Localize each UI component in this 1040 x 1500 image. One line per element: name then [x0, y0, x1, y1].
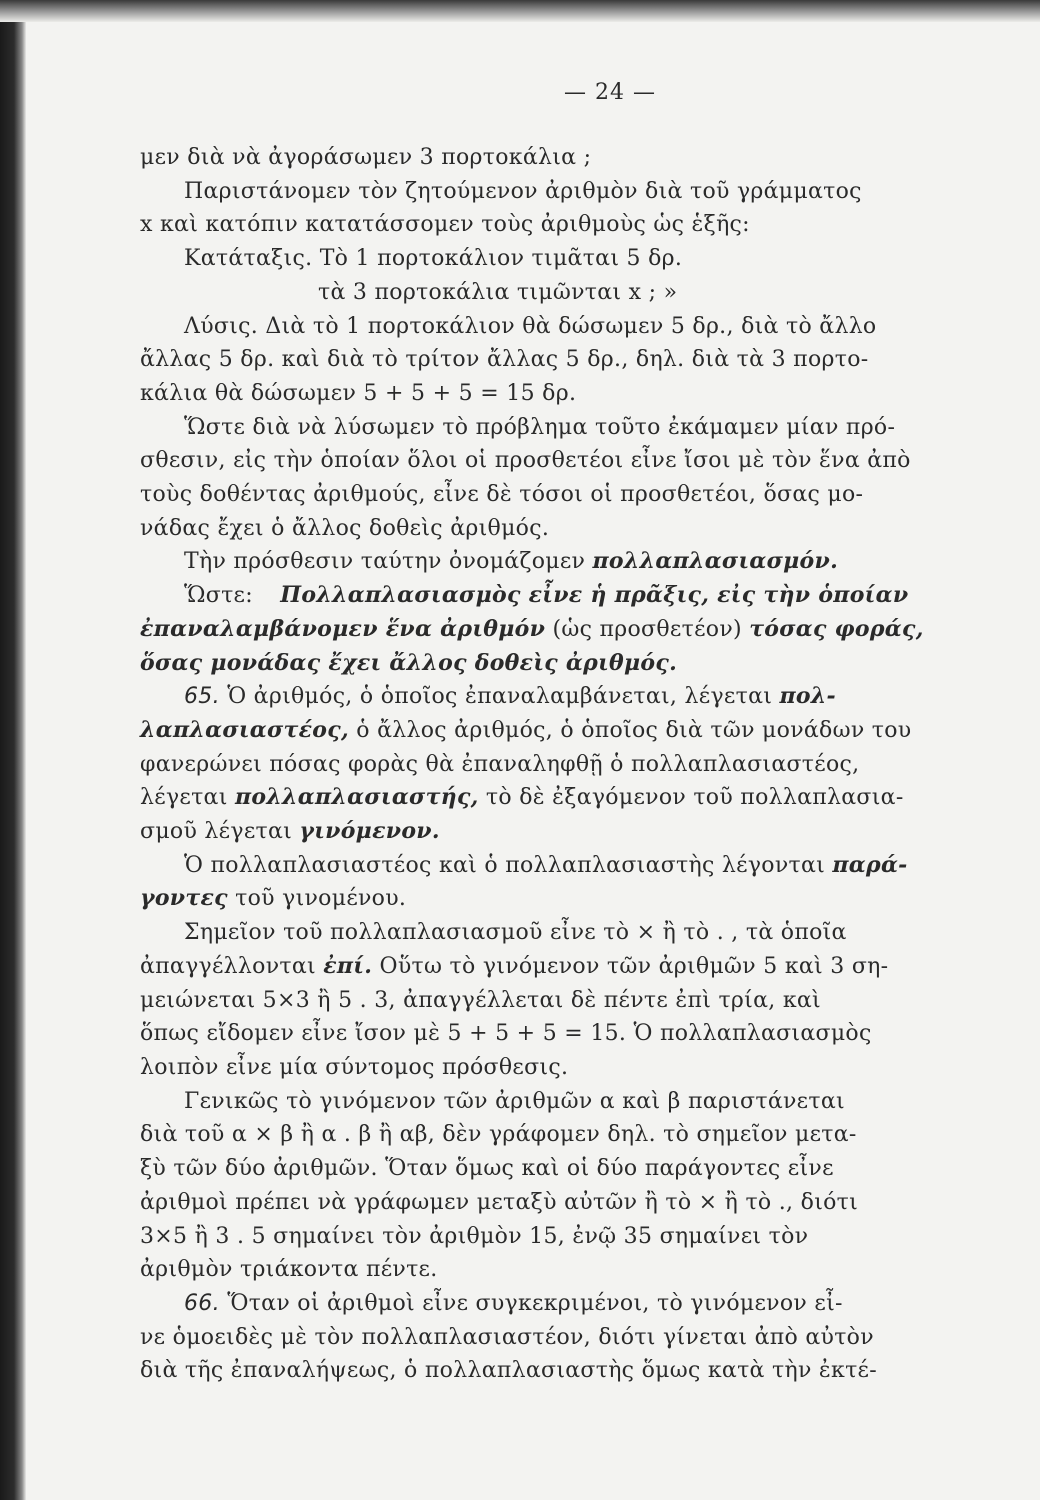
term-multiplicand: πολ- — [779, 683, 836, 710]
text-line: ἄλλας 5 δρ. καὶ διὰ τὸ τρίτον ἄλλας 5 δρ., δηλ. διὰ τὰ 3 πορτο- — [140, 347, 869, 373]
definition-text: τόσας φοράς, — [749, 615, 924, 642]
term-factors: παρά- — [832, 851, 908, 878]
text-line: Κατάταξις. Τὸ 1 πορτοκάλιον τιμᾶται 5 δρ. — [184, 246, 683, 272]
text-span: ἀπαγγέλλονται — [140, 953, 316, 979]
text-span: Ὅταν οἱ ἀριθμοὶ εἶνε συγκεκριμένοι, τὸ γινόμενον εἶ- — [227, 1290, 843, 1316]
book-page — [140, 80, 1040, 1388]
definition-text: Πολλαπλασιασμὸς εἶνε ἡ πρᾶξις, εἰς τὴν ὁποίαν — [280, 582, 909, 609]
text-line — [140, 714, 1040, 748]
text-line — [140, 815, 1040, 849]
text-line — [140, 849, 1040, 883]
text-span: Τὴν πρόσθεσιν ταύτην ὀνομάζομεν — [184, 549, 586, 575]
text-line: σθεσιν, εἰς τὴν ὁποίαν ὅλοι οἱ προσθετέοι εἶνε ἴσοι μὲ τὸν ἕνα ἀπὸ — [140, 448, 911, 474]
text-line: Σημεῖον τοῦ πολλαπλασιασμοῦ εἶνε τὸ × ἢ τὸ . , τὰ ὁποῖα — [184, 920, 847, 946]
text-line — [140, 950, 1040, 984]
text-line — [140, 647, 1040, 681]
text-span: τοῦ γινομένου. — [235, 886, 407, 912]
text-line: τὰ 3 πορτοκάλια τιμῶνται x ; » — [318, 279, 678, 305]
text-line: 3×5 ἢ 3 . 5 σημαίνει τὸν ἀριθμὸν 15, ἐνῷ 35 σημαίνει τὸν — [140, 1223, 809, 1249]
text-line: Παριστάνομεν τὸν ζητούμενον ἀριθμὸν διὰ τοῦ γράμματος — [184, 178, 862, 204]
text-span: σμοῦ λέγεται — [140, 819, 293, 845]
scan-left-edge — [0, 0, 26, 1500]
text-line: ὅπως εἴδομεν εἶνε ἴσον μὲ 5 + 5 + 5 = 15. Ὁ πολλαπλασιασμὸς — [140, 1021, 872, 1047]
text-line — [140, 781, 1040, 815]
text-line: μεν διὰ νὰ ἀγοράσωμεν 3 πορτοκάλια ; — [140, 145, 592, 170]
section-number: 65. — [184, 684, 220, 710]
text-line — [140, 545, 1040, 579]
text-span: Ὥστε: — [184, 583, 253, 609]
term-factors: γοντες — [140, 885, 228, 912]
text-line: νε ὁμοειδὲς μὲ τὸν πολλαπλασιαστέον, διότι γίνεται ἀπὸ αὐτὸν — [140, 1324, 874, 1350]
text-line: κάλια θὰ δώσωμεν 5 + 5 + 5 = 15 δρ. — [140, 380, 577, 406]
text-span: λέγεται — [140, 785, 228, 811]
text-line: τοὺς δοθέντας ἀριθμούς, εἶνε δὲ τόσοι οἱ προσθετέοι, ὅσας μο- — [140, 482, 864, 508]
text-line: μειώνεται 5×3 ἢ 5 . 3, ἀπαγγέλλεται δὲ πέντε ἐπὶ τρία, καὶ — [140, 987, 821, 1013]
term-multiplier: πολλαπλασιαστής, — [234, 784, 479, 811]
definition-text: ἐπαναλαμβάνομεν ἕνα ἀριθμόν — [140, 615, 546, 642]
text-line: x καὶ κατόπιν κατατάσσομεν τοὺς ἀριθμοὺς ὡς ἑξῆς: — [140, 212, 750, 238]
text-span: τὸ δὲ ἐξαγόμενον τοῦ πολλαπλασια- — [485, 785, 904, 811]
text-line: διὰ τῆς ἐπαναλήψεως, ὁ πολλαπλασιαστὴς ὅμως κατὰ τὴν ἐκτέ- — [140, 1358, 877, 1384]
text-line — [140, 579, 1040, 613]
text-line: ξὺ τῶν δύο ἀριθμῶν. Ὅταν ὅμως καὶ οἱ δύο παράγοντες εἶνε — [140, 1156, 834, 1182]
definition-text: ὅσας μονάδας ἔχει ἄλλος δοθεὶς ἀριθμός. — [140, 649, 678, 676]
text-span: Ὁ ἀριθμός, ὁ ὁποῖος ἐπαναλαμβάνεται, λέγεται — [227, 684, 773, 710]
text-line: Λύσις. Διὰ τὸ 1 πορτοκάλιον θὰ δώσωμεν 5 δρ., διὰ τὸ ἄλλο — [184, 313, 877, 339]
text-line: διὰ τοῦ α × β ἢ α . β ἢ αβ, δὲν γράφομεν δηλ. τὸ σημεῖον μετα- — [140, 1122, 857, 1148]
term-multiplicand: λαπλασιαστέος, — [140, 716, 349, 743]
text-line: νάδας ἔχει ὁ ἄλλος δοθεὶς ἀριθμός. — [140, 515, 550, 541]
text-span: Οὕτω τὸ γινόμενον τῶν ἀριθμῶν 5 καὶ 3 ση- — [379, 953, 889, 979]
term-multiplication: πολλαπλασιασμόν. — [592, 548, 839, 575]
text-line: ἀριθμὸν τριάκοντα πέντε. — [140, 1257, 438, 1283]
text-line: ἀριθμοὶ πρέπει νὰ γράφωμεν μεταξὺ αὐτῶν ἢ τὸ × ἢ τὸ ., διότι — [140, 1189, 859, 1215]
term-times: ἐπί. — [323, 952, 373, 979]
text-line: φανερώνει πόσας φορὰς θὰ ἐπαναληφθῇ ὁ πολλαπλασιαστέος, — [140, 751, 860, 777]
text-line: Γενικῶς τὸ γινόμενον τῶν ἀριθμῶν α καὶ β παριστάνεται — [184, 1088, 845, 1114]
term-product: γινόμενον. — [299, 818, 440, 845]
text-line — [140, 1287, 1040, 1321]
text-span: ὁ ἄλλος ἀριθμός, ὁ ὁποῖος διὰ τῶν μονάδων του — [356, 717, 912, 743]
text-line — [140, 613, 1040, 647]
text-span: Ὁ πολλαπλασιαστέος καὶ ὁ πολλαπλασιαστὴς λέγονται — [184, 852, 826, 878]
section-number: 66. — [184, 1290, 220, 1316]
text-line: Ὥστε διὰ νὰ λύσωμεν τὸ πρόβλημα τοῦτο ἐκάμαμεν μίαν πρό- — [184, 414, 896, 440]
text-line — [140, 882, 1040, 916]
text-line: λοιπὸν εἶνε μία σύντομος πρόσθεσις. — [140, 1054, 569, 1080]
text-span: (ὡς προσθετέον) — [552, 616, 742, 642]
scan-top-edge — [0, 0, 1040, 22]
text-line — [140, 680, 1040, 714]
page-number: — 24 — — [564, 80, 656, 105]
